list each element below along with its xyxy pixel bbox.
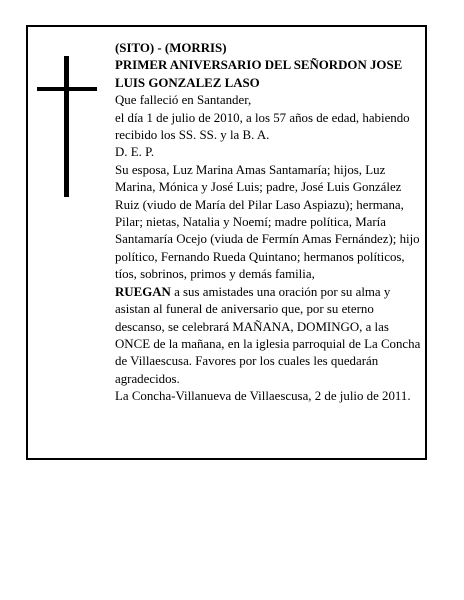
notice-heading: PRIMER ANIVERSARIO DEL SEÑORDON JOSE LUIS GONZALEZ LASO (115, 58, 403, 90)
cross-vertical-bar (64, 56, 69, 197)
death-place-line: Que falleció en Santander, (115, 93, 252, 108)
request-text: a sus amistades una oración por su alma y asistan al funeral de aniversario que, por su eterno descanso, se celebrará MAÑANA, DOMINGO, a las ONCE de la mañana, en la iglesia parroquial de La Concha de Villaescusa. Favores por los cuales les quedarán agradecidos. (115, 284, 421, 386)
cross-horizontal-bar (37, 87, 97, 91)
obituary-text-block (115, 40, 425, 406)
place-and-date: La Concha-Villanueva de Villaescusa, 2 de julio de 2011. (115, 389, 411, 404)
death-details: el día 1 de julio de 2010, a los 57 años de edad, habiendo recibido los SS. SS. y la B. A. (115, 110, 410, 143)
family-list: Su esposa, Luz Marina Amas Santamaría; hijos, Luz Marina, Mónica y José Luis; padre, José Luis González Ruiz (viudo de María del Pilar Laso Aspiazu); hermana, Pilar; nietas, Natalia y Noemí; madre política, María Santamaría Ocejo (viuda de Fermín Amas Fernández); hijo político, Fernando Rueda Quintano; hermanos políticos, tíos, sobrinos, primos y demás familia, (115, 162, 420, 282)
funeral-request (115, 284, 425, 388)
request-word: RUEGAN (115, 284, 171, 299)
family-names: (SITO) - (MORRIS) (115, 41, 227, 55)
rip-line: D. E. P. (115, 145, 155, 160)
